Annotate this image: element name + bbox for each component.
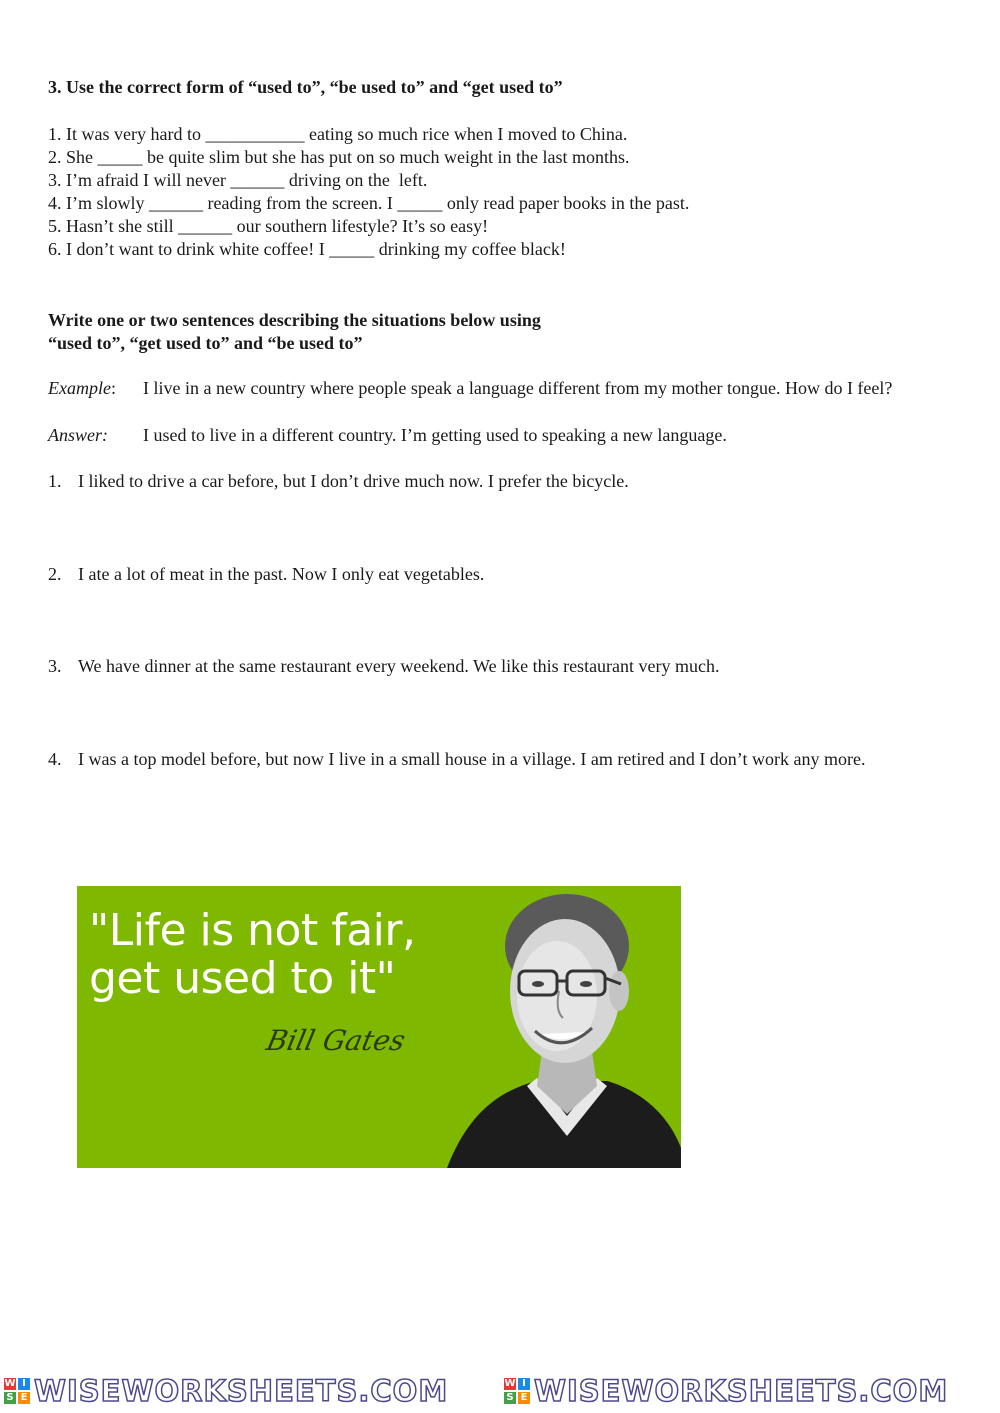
question-text: I ate a lot of meat in the past. Now I only eat vegetables. [78,564,485,584]
question-text: I was a top model before, but now I live in a small house in a village. I am retired and I don’t work any more. [78,749,866,769]
exercise-3-item: 1. It was very hard to ___________ eating so much rice when I moved to China. [48,124,628,144]
quote-line-1: "Life is not fair, [89,905,416,956]
exercise-3-item: 3. I’m afraid I will never ______ driving on the left. [48,170,428,190]
logo-cell: S [504,1392,516,1404]
question-number: 3. [48,656,62,676]
brand-text: WISEWORKSHEETS.COM [534,1374,949,1408]
writing-task-heading: Write one or two sentences describing the situations below using [48,310,541,330]
portrait-illustration [407,886,681,1168]
example-label: Example: [48,378,116,398]
signature: Bill Gates [263,1024,409,1057]
logo-grid-icon [504,1378,530,1404]
brand-logo [504,1374,996,1410]
exercise-3-item: 5. Hasn’t she still ______ our southern lifestyle? It’s so easy! [48,216,489,236]
exercise-3-item: 2. She _____ be quite slim but she has put on so much weight in the last months. [48,147,630,167]
answer-text: I used to live in a different country. I’m getting used to speaking a new language. [143,425,727,445]
exercise-3-heading: 3. Use the correct form of “used to”, “be used to” and “get used to” [48,77,563,97]
question-number: 4. [48,749,62,769]
logo-grid-icon [4,1378,30,1404]
brand-text: WISEWORKSHEETS.COM [34,1374,449,1408]
writing-task-heading-2: “used to”, “get used to” and “be used to” [48,333,363,353]
exercise-3-item: 4. I’m slowly ______ reading from the screen. I _____ only read paper books in the past. [48,193,690,213]
quote-image [77,886,681,1168]
question-number: 1. [48,471,62,491]
logo-cell: E [18,1392,30,1404]
brand-logo [4,1374,500,1410]
logo-cell: W [504,1378,516,1389]
logo-cell: E [518,1392,530,1404]
footer-watermark [0,1374,1000,1413]
logo-cell: I [18,1378,30,1390]
question-text: I liked to drive a car before, but I don’t drive much now. I prefer the bicycle. [78,471,629,491]
question-text: We have dinner at the same restaurant every weekend. We like this restaurant very much. [78,656,720,676]
logo-cell: W [4,1378,16,1389]
answer-label: Answer: [48,425,108,445]
exercise-3-item: 6. I don’t want to drink white coffee! I _____ drinking my coffee black! [48,239,566,259]
example-text: I live in a new country where people speak a language different from my mother tongue. How do I feel? [143,378,893,398]
question-number: 2. [48,564,62,584]
quote-line-2: get used to it" [89,953,396,1004]
logo-cell: S [4,1392,16,1404]
logo-cell: I [518,1378,530,1390]
